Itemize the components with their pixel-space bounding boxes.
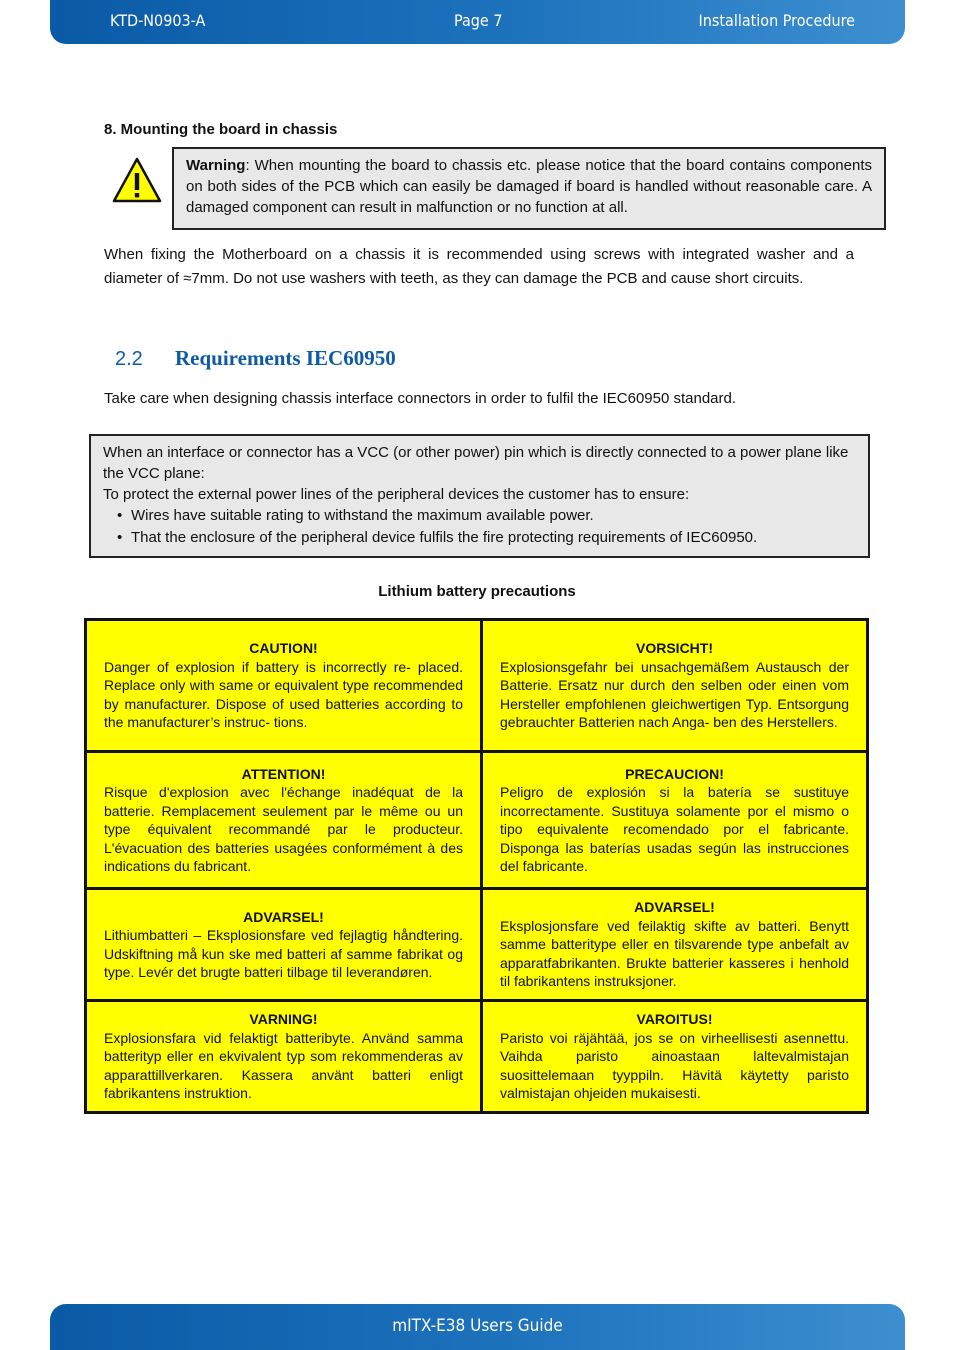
step-title: 8. Mounting the board in chassis (104, 121, 338, 138)
info-bullet-list (103, 505, 861, 549)
table-cell (483, 1002, 866, 1111)
table-cell (483, 753, 866, 887)
cell-heading: VARNING! (249, 1011, 318, 1028)
cell-heading: PRECAUCION! (625, 765, 724, 782)
cell-text: Risque d'explosion avec l'échange inadéquat de la batterie. Remplacement seulement par le même ou un type équivalent recommandé par le producteur. L'évacuation des batteries usagées conformément à des indications du fabricant. (104, 784, 463, 874)
bullet-item: • Wires have suitable rating to withstand the maximum available power. (117, 505, 861, 527)
section-number: 2.2 (115, 348, 143, 370)
cell-text: Explosionsfara vid felaktigt batteribyte. Använd samma batterityp eller en ekvivalent typ som rekommenderas av apparattillverkaren. Kassera använt batteri enligt fabrikantens instruktion. (104, 1029, 463, 1102)
cell-heading: CAUTION! (249, 640, 318, 657)
table-cell (87, 753, 480, 887)
footer-title: mITX-E38 Users Guide (392, 1316, 563, 1336)
section-heading (115, 347, 396, 371)
cell-text: Peligro de explosión si la batería se sustituye incorrectamente. Sustituya solamente por el mismo o tipo equivalente recomendado por el fabricante. Disponga las baterías usadas según las instrucciones del fabricante. (500, 784, 849, 874)
table-cell (483, 621, 866, 750)
cell-text: Explosionsgefahr bei unsachgemäßem Austausch der Batterie. Ersatz nur durch den selben oder einen vom Hersteller empfohlenen gleichwertigen Typ. Entsorgung gebrauchter Batterien nach Anga- ben des Herstellers. (500, 658, 849, 731)
cell-heading: VORSICHT! (636, 640, 713, 657)
table-cell (87, 1002, 480, 1111)
bullet-item: • That the enclosure of the peripheral device fulfils the fire protecting requirements of IEC60950. (117, 527, 861, 549)
mounting-paragraph: When fixing the Motherboard on a chassis it is recommended using screws with integrated washer and a diameter of ≈7mm. Do not use washers with teeth, as they can damage the PCB and cause short circuits. (104, 246, 854, 287)
page-header (50, 0, 905, 44)
cell-text: Paristo voi räjähtää, jos se on virheellisesti asennettu. Vaihda paristo ainoastaan laltevalmistajan suosittelemaan tyyppiln. Hävitä käytetty paristo valmistajan ohjeiden mukaisesti. (500, 1029, 849, 1102)
cell-text: Danger of explosion if battery is incorrectly re- placed. Replace only with same or equivalent type recommended by manufacturer. Dispose of used batteries according to the manufacturer’s instruc- tions. (104, 658, 463, 731)
cell-heading: ADVARSEL! (634, 899, 715, 916)
page-footer (50, 1304, 905, 1350)
warning-box (172, 147, 886, 230)
doc-id: KTD-N0903-A (110, 11, 206, 30)
section-title: Requirements IEC60950 (175, 346, 396, 370)
cell-text: Lithiumbatteri – Eksplosionsfare ved fejlagtig håndtering. Udskiftning må kun ske med batteri af samme fabrikat og type. Levér det brugte batteri tilbage til leverandøren. (104, 927, 463, 980)
warning-text: : When mounting the board to chassis etc. please notice that the board contains components on both sides of the PCB which can easily be damaged if board is handled without reasonable care. A damaged component can result in malfunction or no function at all. (186, 157, 872, 216)
battery-precautions-table (84, 618, 869, 1114)
chapter-name: Installation Procedure (698, 11, 855, 30)
info-line: To protect the external power lines of the peripheral devices the customer has to ensure: (103, 486, 690, 503)
cell-heading: ATTENTION! (241, 765, 326, 782)
iec-info-box (89, 434, 870, 558)
table-cell (87, 621, 480, 750)
info-line: When an interface or connector has a VCC (or other power) pin which is directly connected to a power plane like the VCC plane: (103, 444, 849, 482)
page-number: Page 7 (454, 11, 503, 30)
warning-triangle-icon (112, 156, 162, 204)
battery-table-title: Lithium battery precautions (378, 583, 576, 600)
cell-text: Eksplosjonsfare ved feilaktig skifte av batteri. Benytt samme batteritype eller en tilsvarende type anbefalt av apparatfabrikanten. Brukte batterier kasseres i henhold til fabrikantens instruksjoner. (500, 917, 849, 990)
iec-paragraph: Take care when designing chassis interface connectors in order to fulfil the IEC60950 standard. (104, 390, 737, 407)
cell-heading: ADVARSEL! (243, 908, 324, 925)
warning-label: Warning (186, 157, 246, 174)
cell-heading: VAROITUS! (636, 1011, 713, 1028)
table-cell (87, 890, 480, 999)
table-cell (483, 890, 866, 999)
